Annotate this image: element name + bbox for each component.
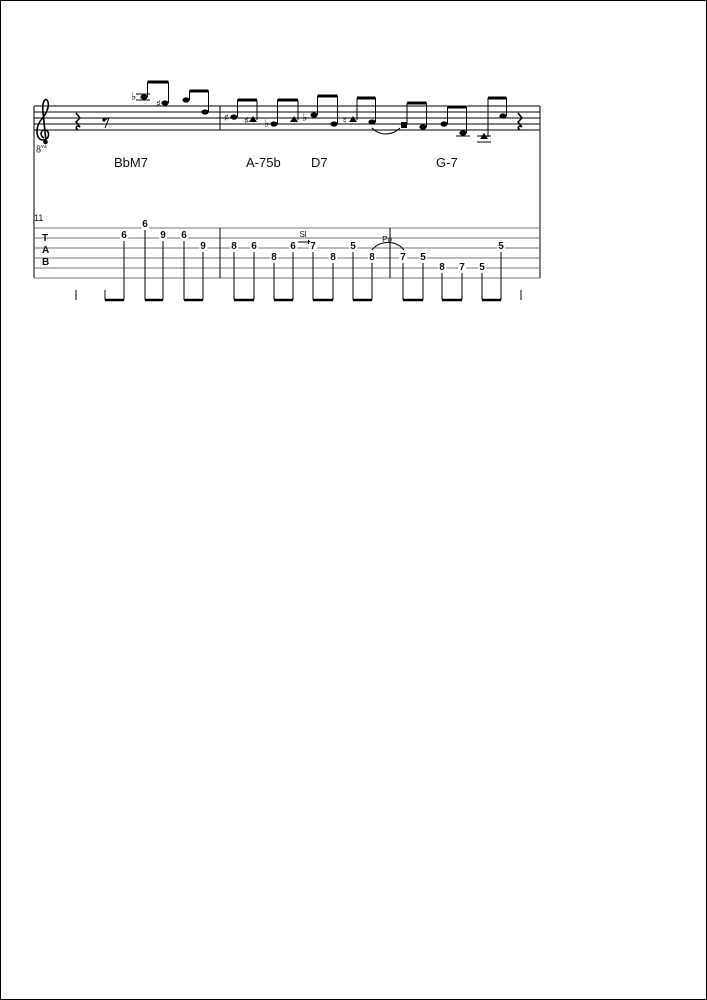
tab-fret: 8	[231, 241, 237, 252]
pull-off-label: Po	[382, 235, 392, 244]
tab-fret: 7	[310, 241, 316, 252]
tab-fret: 8	[330, 252, 336, 263]
notes-measure-2	[224, 96, 376, 130]
svg-text:♭: ♭	[131, 90, 137, 103]
eighth-rest-icon	[102, 118, 109, 128]
notes-measure-3	[401, 98, 507, 142]
notes-measure-1	[131, 82, 209, 115]
svg-text:♭: ♭	[264, 117, 270, 130]
chord-label: G-7	[436, 155, 458, 170]
measure-number: 11	[34, 213, 44, 223]
quarter-rest-end-icon	[518, 113, 522, 130]
svg-text:♯: ♯	[156, 99, 161, 110]
tab-fret: 9	[200, 241, 206, 252]
tab-label-b: B	[42, 257, 50, 268]
tab-fret: 8	[369, 252, 375, 263]
tab-fret: 6	[121, 230, 127, 241]
tab-fret: 8	[271, 252, 277, 263]
tab-fret: 5	[350, 241, 356, 252]
svg-text:♯: ♯	[244, 116, 249, 127]
quarter-rest-icon	[76, 113, 80, 130]
chord-label: BbM7	[114, 155, 148, 170]
tab-fret: 6	[142, 219, 148, 230]
tab-fret: 5	[498, 241, 504, 252]
svg-text:♭: ♭	[302, 111, 308, 124]
svg-text:♮: ♮	[343, 116, 347, 127]
tab-rhythm-stems	[76, 230, 521, 300]
tab-label-t: T	[42, 233, 49, 244]
chord-label: D7	[311, 155, 328, 170]
tie-slur	[372, 128, 400, 134]
tab-fret: 5	[420, 252, 426, 263]
tab-label-a: A	[42, 245, 50, 256]
slide-label: Sl	[299, 230, 307, 239]
tab-fret: 6	[251, 241, 257, 252]
chord-label: A-75b	[246, 155, 281, 170]
tab-fret: 8	[439, 262, 445, 273]
tab-fret: 7	[400, 252, 406, 263]
tab-fret: 6	[290, 241, 296, 252]
ottava-marking: $8^{va}$	[36, 144, 47, 156]
tab-fret: 5	[479, 262, 485, 273]
tab-fret: 6	[181, 230, 187, 241]
tab-fret: 7	[459, 262, 465, 273]
staff-lines	[34, 106, 540, 130]
tab-fret: 9	[160, 230, 166, 241]
svg-text:♯: ♯	[224, 113, 229, 124]
